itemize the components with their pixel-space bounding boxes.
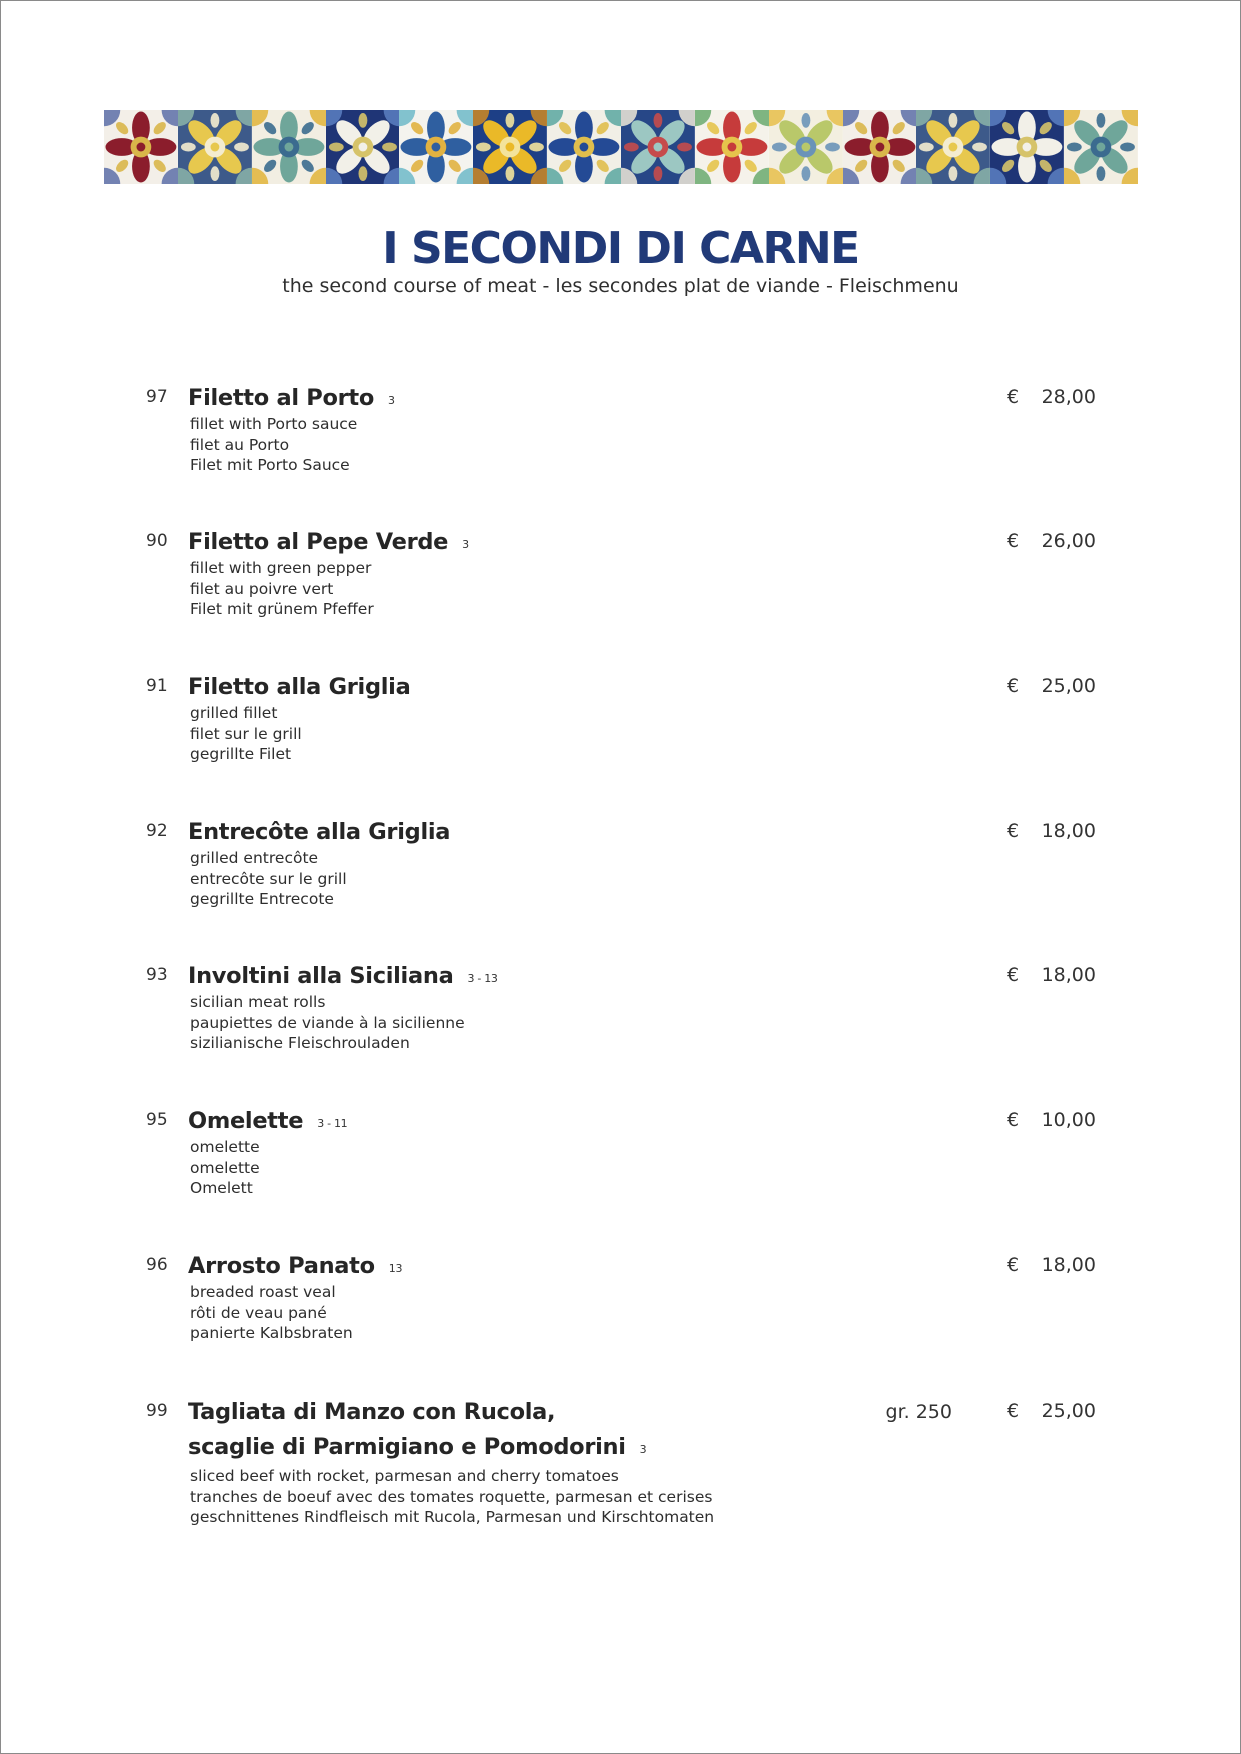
decorative-tile bbox=[326, 110, 400, 184]
item-description bbox=[190, 414, 357, 476]
item-description bbox=[190, 703, 302, 765]
currency-symbol: € bbox=[1007, 675, 1020, 697]
decorative-tile bbox=[473, 110, 547, 184]
decorative-tile bbox=[104, 110, 178, 184]
item-allergens: 3 - 11 bbox=[317, 1117, 348, 1130]
currency-symbol: € bbox=[1007, 1254, 1020, 1276]
description-fr: filet au poivre vert bbox=[190, 579, 334, 598]
description-fr: paupiettes de viande à la sicilienne bbox=[190, 1013, 465, 1032]
description-en: fillet with Porto sauce bbox=[190, 415, 358, 433]
decorative-tile bbox=[547, 110, 621, 184]
item-price: 25,00 bbox=[1041, 675, 1096, 697]
item-weight: gr. 250 bbox=[885, 1401, 952, 1423]
decorative-tile bbox=[916, 110, 990, 184]
description-en: sliced beef with rocket, parmesan and cherry tomatoes bbox=[190, 1467, 619, 1485]
item-name: Filetto al Porto bbox=[188, 385, 375, 411]
decorative-tile bbox=[621, 110, 695, 184]
item-allergens: 3 bbox=[639, 1443, 647, 1456]
item-price: 26,00 bbox=[1041, 530, 1096, 552]
page-subtitle: the second course of meat - les secondes plat de viande - Fleischmenu bbox=[282, 275, 959, 297]
description-de: Omelett bbox=[190, 1179, 253, 1197]
item-price: 18,00 bbox=[1041, 820, 1096, 842]
description-de: gegrillte Entrecote bbox=[190, 890, 334, 908]
description-de: gegrillte Filet bbox=[190, 745, 292, 763]
item-number: 99 bbox=[146, 1401, 168, 1421]
item-description bbox=[190, 1466, 714, 1528]
description-en: omelette bbox=[190, 1138, 260, 1156]
item-allergens: 3 bbox=[462, 538, 469, 551]
item-name-block bbox=[188, 672, 410, 702]
description-fr: entrecôte sur le grill bbox=[190, 869, 347, 888]
item-description bbox=[190, 1282, 353, 1344]
item-allergens: 3 - 13 bbox=[467, 972, 498, 985]
item-name-block bbox=[188, 961, 498, 994]
item-price: 25,00 bbox=[1041, 1400, 1096, 1422]
description-en: breaded roast veal bbox=[190, 1283, 336, 1301]
description-fr: rôti de veau pané bbox=[190, 1303, 327, 1322]
currency-symbol: € bbox=[1007, 1109, 1020, 1131]
decorative-tile bbox=[252, 110, 326, 184]
decorative-tile bbox=[990, 110, 1064, 184]
item-name-line2: scaglie di Parmigiano e Pomodorini bbox=[188, 1434, 626, 1460]
item-name-block bbox=[188, 383, 395, 416]
item-name-block bbox=[188, 1397, 646, 1465]
description-en: grilled fillet bbox=[190, 704, 278, 722]
item-price: 28,00 bbox=[1041, 386, 1096, 408]
item-name: Filetto alla Griglia bbox=[188, 674, 411, 700]
description-de: Filet mit grünem Pfeffer bbox=[190, 600, 374, 618]
item-name: Tagliata di Manzo con Rucola, bbox=[188, 1399, 556, 1425]
item-description bbox=[190, 1137, 260, 1199]
decorative-tile-banner bbox=[104, 110, 1138, 184]
item-price: 10,00 bbox=[1041, 1109, 1096, 1131]
description-de: Filet mit Porto Sauce bbox=[190, 456, 350, 474]
currency-symbol: € bbox=[1007, 820, 1020, 842]
item-price: 18,00 bbox=[1041, 1254, 1096, 1276]
decorative-tile bbox=[1064, 110, 1138, 184]
decorative-tile bbox=[695, 110, 769, 184]
page-title: I SECONDI DI CARNE bbox=[382, 223, 859, 274]
item-allergens: 13 bbox=[388, 1262, 403, 1275]
description-en: fillet with green pepper bbox=[190, 559, 372, 577]
decorative-tile bbox=[843, 110, 917, 184]
item-name-block bbox=[188, 1106, 347, 1139]
item-description bbox=[190, 558, 374, 620]
item-name-block bbox=[188, 817, 450, 847]
item-description bbox=[190, 992, 465, 1054]
item-allergens: 3 bbox=[388, 394, 395, 407]
item-name-block bbox=[188, 527, 469, 560]
description-en: grilled entrecôte bbox=[190, 849, 319, 867]
item-number: 91 bbox=[146, 676, 168, 696]
currency-symbol: € bbox=[1007, 1400, 1020, 1422]
description-fr: filet au Porto bbox=[190, 435, 290, 454]
item-price: 18,00 bbox=[1041, 964, 1096, 986]
item-number: 92 bbox=[146, 821, 168, 841]
item-number: 97 bbox=[146, 387, 168, 407]
item-name: Filetto al Pepe Verde bbox=[188, 529, 449, 555]
description-de: panierte Kalbsbraten bbox=[190, 1324, 353, 1342]
item-name: Involtini alla Siciliana bbox=[188, 963, 454, 989]
decorative-tile bbox=[399, 110, 473, 184]
decorative-tile bbox=[178, 110, 252, 184]
currency-symbol: € bbox=[1007, 964, 1020, 986]
item-name: Entrecôte alla Griglia bbox=[188, 819, 451, 845]
description-fr: tranches de boeuf avec des tomates roquette, parmesan et cerises bbox=[190, 1487, 713, 1506]
item-number: 90 bbox=[146, 531, 168, 551]
item-name: Arrosto Panato bbox=[188, 1253, 375, 1279]
decorative-tile bbox=[769, 110, 843, 184]
description-fr: filet sur le grill bbox=[190, 724, 302, 743]
item-number: 93 bbox=[146, 965, 168, 985]
item-name-block bbox=[188, 1251, 402, 1284]
item-description bbox=[190, 848, 347, 910]
description-de: geschnittenes Rindfleisch mit Rucola, Parmesan und Kirschtomaten bbox=[190, 1508, 715, 1526]
description-en: sicilian meat rolls bbox=[190, 993, 326, 1011]
item-number: 95 bbox=[146, 1110, 168, 1130]
item-name: Omelette bbox=[188, 1108, 304, 1134]
item-number: 96 bbox=[146, 1255, 168, 1275]
currency-symbol: € bbox=[1007, 530, 1020, 552]
description-fr: omelette bbox=[190, 1158, 260, 1177]
currency-symbol: € bbox=[1007, 386, 1020, 408]
description-de: sizilianische Fleischrouladen bbox=[190, 1034, 410, 1052]
